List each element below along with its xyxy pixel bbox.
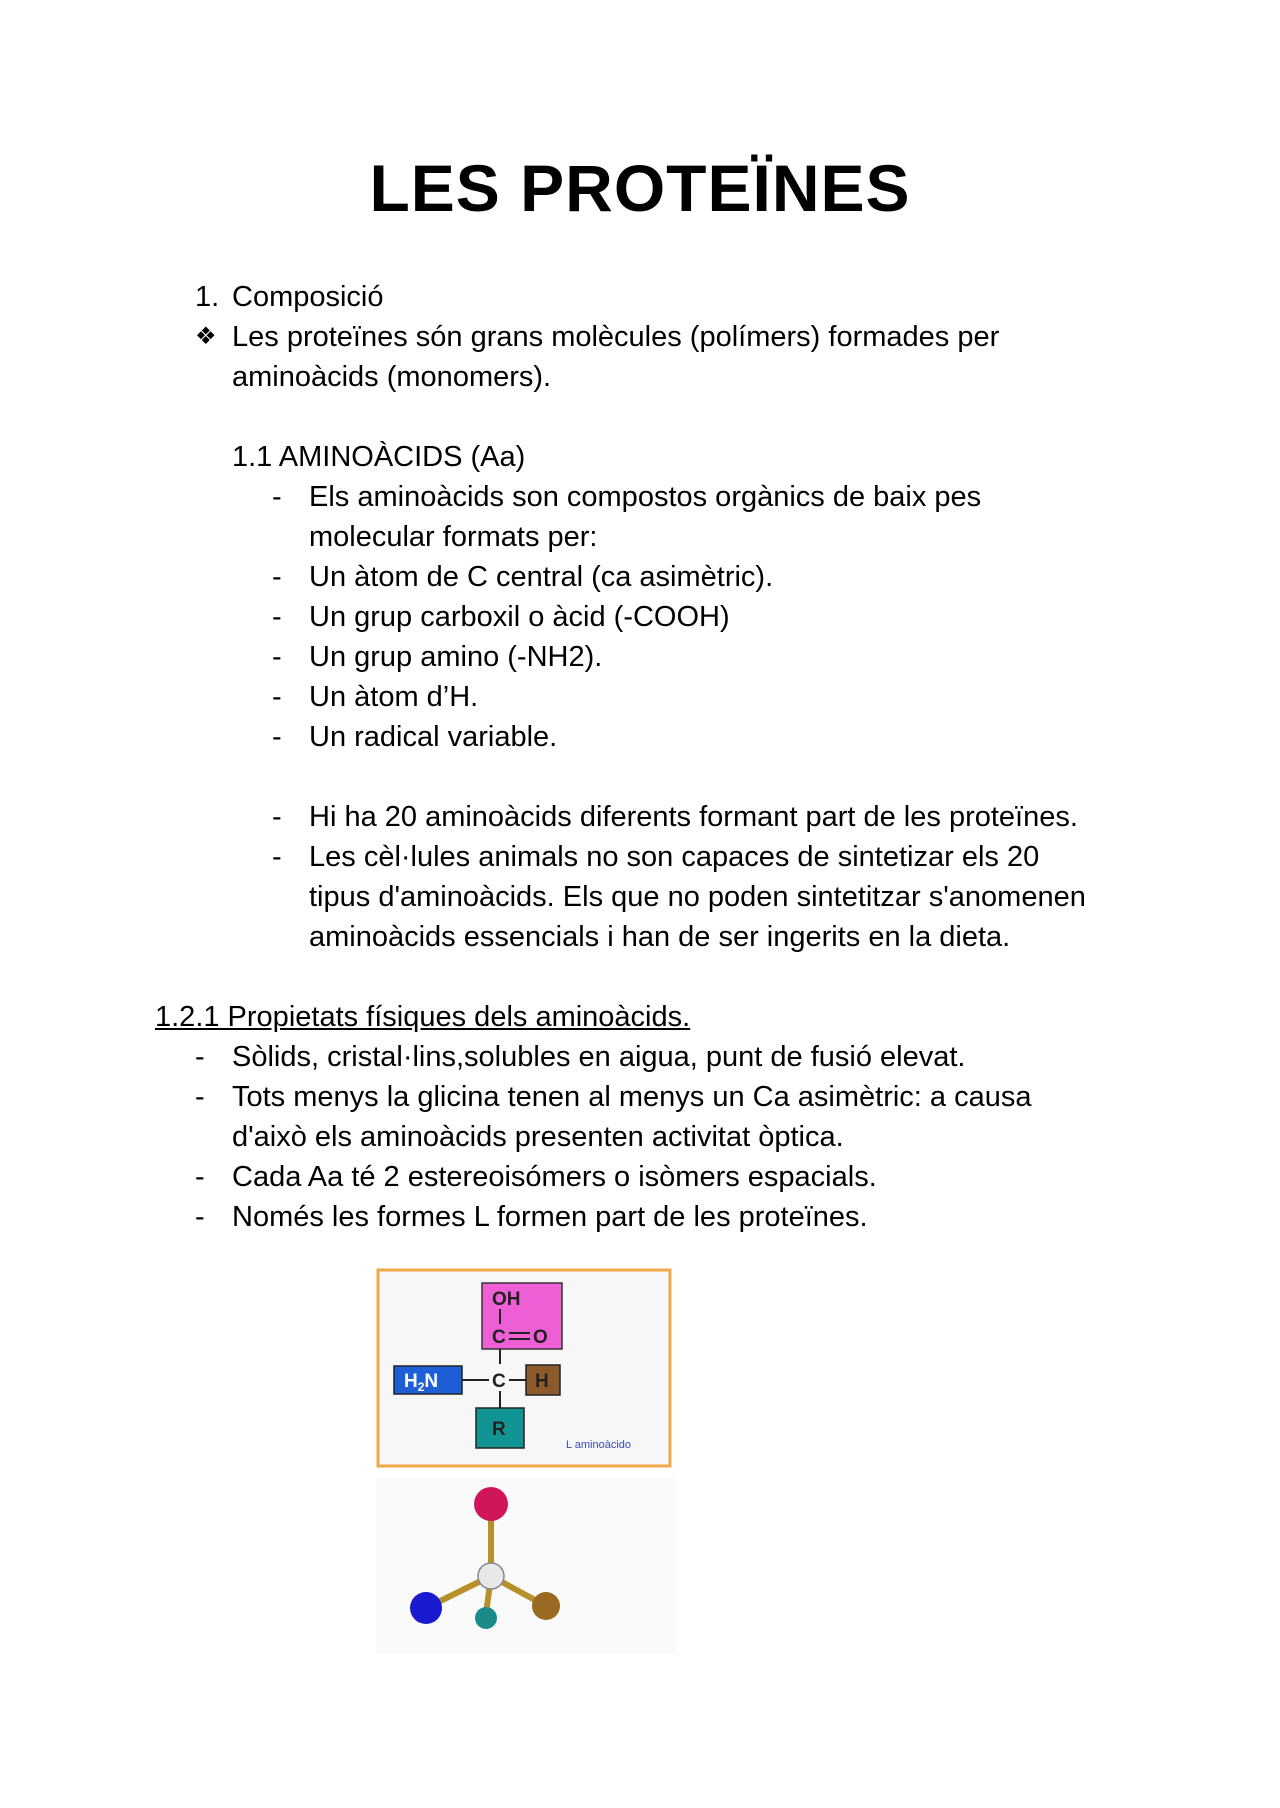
list-item: Sòlids, cristal·lins,solubles en aigua, punt de fusió elevat. xyxy=(232,1041,966,1073)
list-item: aminoàcids essencials i han de ser ingerits en la dieta. xyxy=(309,921,1011,953)
carbon-label: C xyxy=(492,1327,506,1348)
list-item: Un radical variable. xyxy=(309,721,558,753)
list-item: Els aminoàcids son compostos orgànics de baix pes xyxy=(309,481,982,513)
central-carbon-label: C xyxy=(492,1371,506,1392)
atom-left-ball xyxy=(410,1592,442,1624)
amino-acid-figure xyxy=(376,1268,676,1658)
list-item: Les cèl·lules animals no son capaces de sintetizar els 20 xyxy=(309,841,1040,873)
dash-marker: - xyxy=(195,1081,205,1113)
list-item: Un grup carboxil o àcid (-COOH) xyxy=(309,601,730,633)
atom-top-ball xyxy=(474,1487,508,1521)
section-heading-propietats: 1.2.1 Propietats físiques dels aminoàcids. xyxy=(155,1001,691,1033)
dash-marker: - xyxy=(272,721,282,753)
dash-marker: - xyxy=(272,681,282,713)
dash-marker: - xyxy=(272,841,282,873)
list-item: tipus d'aminoàcids. Els que no poden sintetitzar s'anomenen xyxy=(309,881,1086,913)
central-carbon-ball xyxy=(478,1563,504,1589)
hydrogen-label: H xyxy=(535,1371,549,1392)
dash-marker: - xyxy=(195,1041,205,1073)
oxygen-label: O xyxy=(533,1327,548,1348)
bullet-text-line: aminoàcids (monomers). xyxy=(232,361,552,393)
atom-bottom-ball xyxy=(475,1607,497,1629)
oh-label: OH xyxy=(492,1289,521,1310)
dash-marker: - xyxy=(272,481,282,513)
section-heading-aminoacids: 1.1 AMINOÀCIDS (Aa) xyxy=(232,441,526,473)
dash-marker: - xyxy=(272,601,282,633)
section-heading-composicio: Composició xyxy=(232,281,384,313)
figure-caption: L aminoàcido xyxy=(566,1439,632,1451)
amino-label: $H_2N$ xyxy=(404,1371,439,1394)
dash-marker: - xyxy=(195,1201,205,1233)
page-title: LES PROTEÏNES xyxy=(369,151,911,225)
atom-right-ball xyxy=(532,1592,560,1620)
dash-marker: - xyxy=(272,561,282,593)
dash-marker: - xyxy=(272,641,282,673)
list-item: molecular formats per: xyxy=(309,521,598,553)
bullet-icon: ❖ xyxy=(195,323,217,350)
list-item: Només les formes L formen part de les proteïnes. xyxy=(232,1201,868,1233)
dash-marker: - xyxy=(272,801,282,833)
list-item: Un grup amino (-NH2). xyxy=(309,641,603,673)
amino-acid-diagram xyxy=(376,1268,676,1658)
list-item: Un àtom d’H. xyxy=(309,681,479,713)
list-item: d'això els aminoàcids presenten activitat òptica. xyxy=(232,1121,844,1153)
radical-label: R xyxy=(492,1419,506,1440)
list-item: Tots menys la glicina tenen al menys un Ca asimètric: a causa xyxy=(232,1081,1032,1113)
list-item: Hi ha 20 aminoàcids diferents formant part de les proteïnes. xyxy=(309,801,1078,833)
bullet-text-line: Les proteïnes són grans molècules (polímers) formades per xyxy=(232,321,1000,353)
section-number: 1. xyxy=(195,281,220,313)
model-background xyxy=(376,1478,676,1653)
dash-marker: - xyxy=(195,1161,205,1193)
list-item: Un àtom de C central (ca asimètric). xyxy=(309,561,774,593)
list-item: Cada Aa té 2 estereoisómers o isòmers espacials. xyxy=(232,1161,877,1193)
